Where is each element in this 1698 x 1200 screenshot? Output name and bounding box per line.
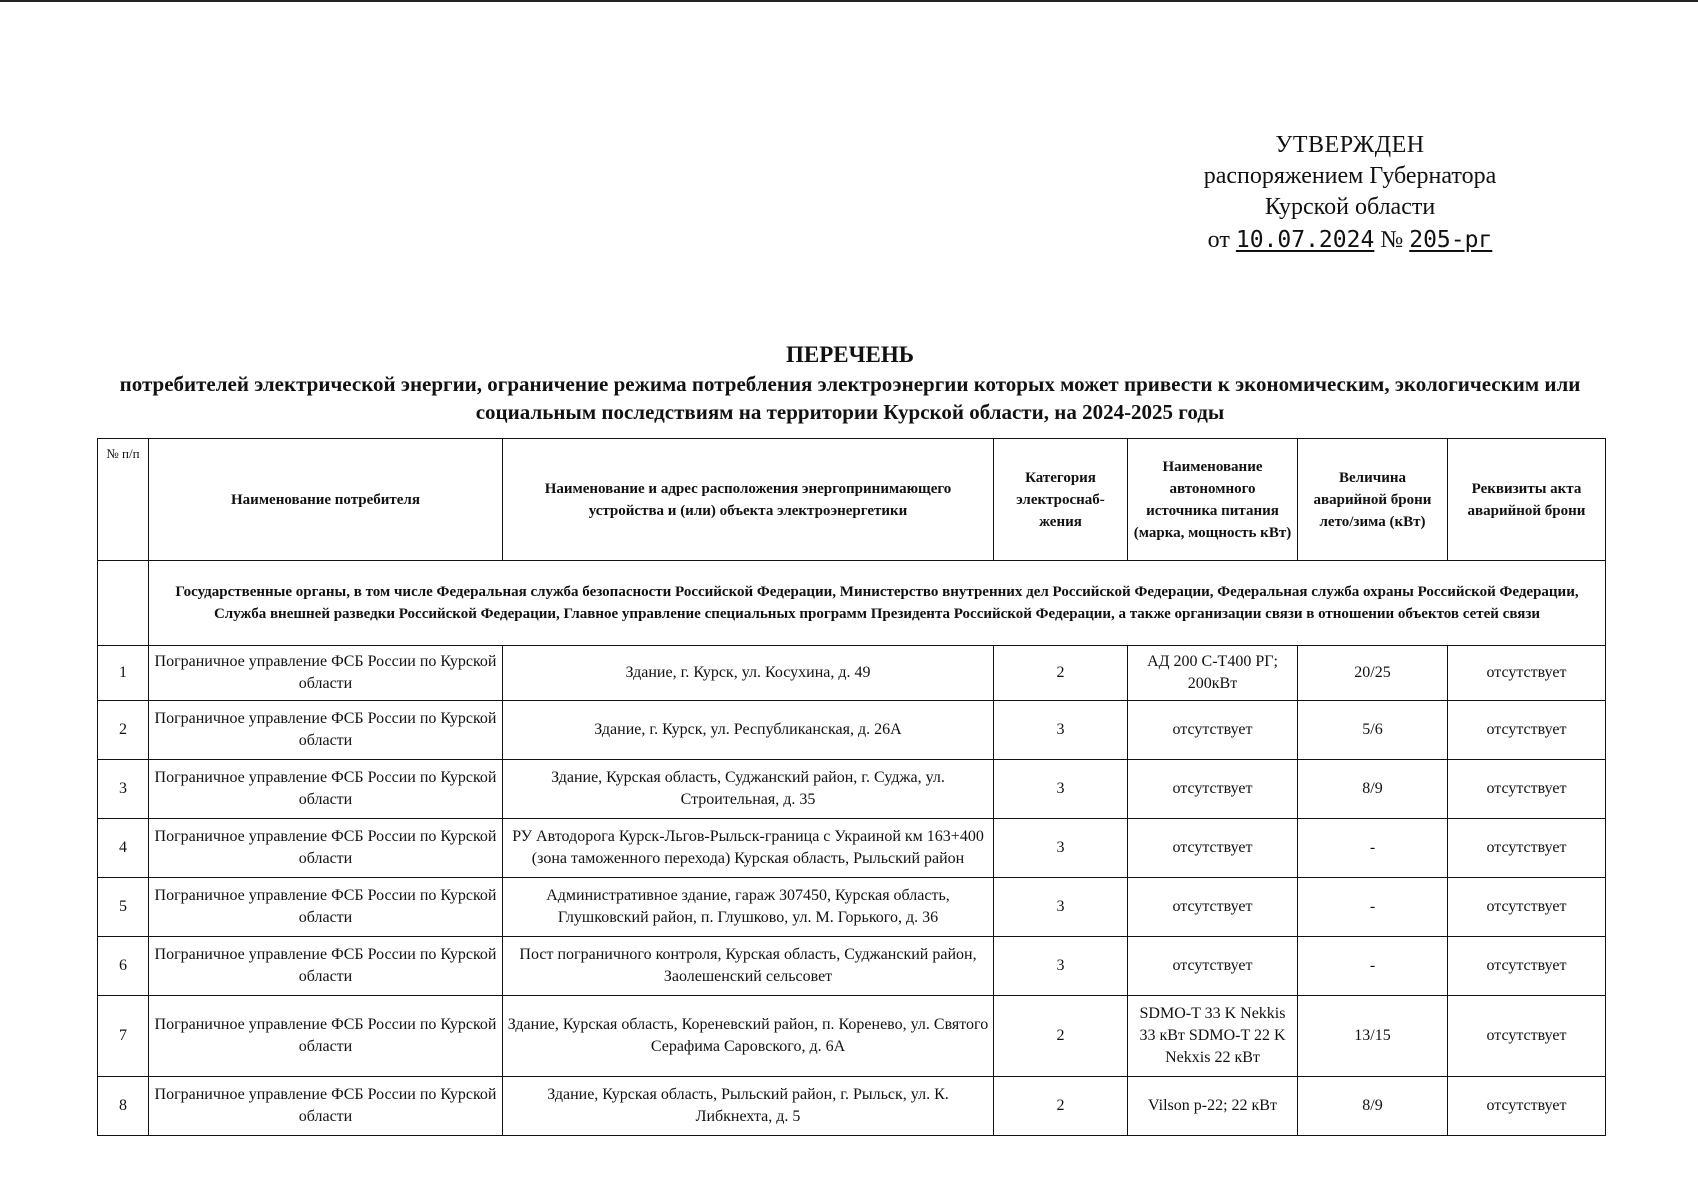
document-title: ПЕРЕЧЕНЬ [786,342,914,367]
table-row [98,1077,1606,1136]
section-row [98,561,1606,646]
cell-category: 2 [994,1077,1128,1136]
table-row [98,760,1606,819]
table-row [98,937,1606,996]
cell-consumer: Пограничное управление ФСБ России по Курской области [149,996,503,1077]
cell-power-source: Vilson p-22; 22 кВт [1128,1077,1298,1136]
approval-authority: распоряжением Губернатора [1203,163,1497,189]
document-subtitle: потребителей электрической энергии, ограничение режима потребления электроэнергии которых может привести к экономическим, экологическим или социальным последствиям на территории Курской области, на 2024-2025 годы [119,372,1581,424]
approval-region: Курской области [1264,194,1436,220]
cell-act: отсутствует [1448,937,1606,996]
header-consumer: Наименование потребителя [149,439,503,561]
cell-reserve: - [1298,878,1448,937]
header-act: Реквизиты акта аварийной брони [1448,439,1606,561]
cell-reserve: 8/9 [1298,1077,1448,1136]
header-object-address: Наименование и адрес расположения энергопринимающего устройства и (или) объекта электроэнергетики [503,439,994,561]
approval-stamp [1180,130,1520,256]
number-sign: № [1380,227,1404,253]
cell-number: 6 [98,937,149,996]
cell-reserve: 13/15 [1298,996,1448,1077]
cell-category: 3 [994,937,1128,996]
cell-consumer: Пограничное управление ФСБ России по Курской области [149,878,503,937]
cell-address: Административное здание, гараж 307450, Курская область, Глушковский район, п. Глушково, ул. М. Горького, д. 36 [503,878,994,937]
cell-address: Здание, Курская область, Рыльский район, г. Рыльск, ул. К. Либкнехта, д. 5 [503,1077,994,1136]
cell-consumer: Пограничное управление ФСБ России по Курской области [149,646,503,701]
cell-reserve: - [1298,819,1448,878]
cell-address: Здание, г. Курск, ул. Косухина, д. 49 [503,646,994,701]
cell-category: 3 [994,760,1128,819]
table-row [98,646,1606,701]
cell-consumer: Пограничное управление ФСБ России по Курской области [149,760,503,819]
table-header-row [98,439,1606,561]
header-number: № п/п [98,439,149,561]
cell-power-source: АД 200 С-Т400 РГ; 200кВт [1128,646,1298,701]
cell-act: отсутствует [1448,701,1606,760]
cell-category: 2 [994,996,1128,1077]
cell-consumer: Пограничное управление ФСБ России по Курской области [149,819,503,878]
cell-number: 8 [98,1077,149,1136]
cell-category: 3 [994,701,1128,760]
cell-power-source: отсутствует [1128,937,1298,996]
cell-power-source: отсутствует [1128,878,1298,937]
cell-act: отсутствует [1448,878,1606,937]
cell-power-source: отсутствует [1128,760,1298,819]
section-number-cell [98,561,149,646]
page-top-border [0,0,1698,2]
cell-category: 2 [994,646,1128,701]
table-row [98,701,1606,760]
header-power-source: Наименование автономного источника питания (марка, мощность кВт) [1128,439,1298,561]
cell-address: Здание, г. Курск, ул. Республиканская, д. 26А [503,701,994,760]
consumers-table [97,438,1606,1136]
table-row [98,996,1606,1077]
cell-address: Здание, Курская область, Суджанский район, г. Суджа, ул. Строительная, д. 35 [503,760,994,819]
cell-reserve: - [1298,937,1448,996]
cell-number: 5 [98,878,149,937]
cell-address: РУ Автодорога Курск-Льгов-Рыльск-граница с Украиной км 163+400 (зона таможенного перехода) Курская область, Рыльский район [503,819,994,878]
approval-number: 205-рг [1409,227,1493,253]
cell-power-source: отсутствует [1128,701,1298,760]
cell-category: 3 [994,819,1128,878]
date-prefix: от [1207,227,1230,253]
cell-act: отсутствует [1448,760,1606,819]
document-title-block [90,340,1610,426]
approval-heading: УТВЕРЖДЕН [1275,132,1425,158]
cell-consumer: Пограничное управление ФСБ России по Курской области [149,937,503,996]
cell-reserve: 8/9 [1298,760,1448,819]
header-category: Категория электроснаб-жения [994,439,1128,561]
cell-number: 1 [98,646,149,701]
approval-date: 10.07.2024 [1235,227,1375,253]
table-row [98,878,1606,937]
cell-act: отсутствует [1448,646,1606,701]
section-title: Государственные органы, в том числе Федеральная служба безопасности Российской Федерации, Министерство внутренних дел Российской Федерации, Федеральная служба охраны Российской Федерации, Служба внешней разведки Российской Федерации, Главное управление специальных программ Президента Российской Федерации, а также организации связи в отношении объектов сетей связи [149,561,1606,646]
approval-date-line [1180,225,1520,256]
cell-number: 2 [98,701,149,760]
cell-act: отсутствует [1448,1077,1606,1136]
cell-act: отсутствует [1448,819,1606,878]
cell-address: Пост пограничного контроля, Курская область, Суджанский район, Заолешенский сельсовет [503,937,994,996]
cell-consumer: Пограничное управление ФСБ России по Курской области [149,1077,503,1136]
cell-power-source: SDMO-T 33 K Nekkis 33 кВт SDMO-T 22 K Nekxis 22 кВт [1128,996,1298,1077]
table-row [98,819,1606,878]
cell-reserve: 20/25 [1298,646,1448,701]
cell-reserve: 5/6 [1298,701,1448,760]
cell-act: отсутствует [1448,996,1606,1077]
cell-number: 3 [98,760,149,819]
cell-category: 3 [994,878,1128,937]
cell-consumer: Пограничное управление ФСБ России по Курской области [149,701,503,760]
cell-power-source: отсутствует [1128,819,1298,878]
cell-address: Здание, Курская область, Кореневский район, п. Коренево, ул. Святого Серафима Саровского, д. 6А [503,996,994,1077]
header-reserve: Величина аварийной брони лето/зима (кВт) [1298,439,1448,561]
cell-number: 4 [98,819,149,878]
cell-number: 7 [98,996,149,1077]
